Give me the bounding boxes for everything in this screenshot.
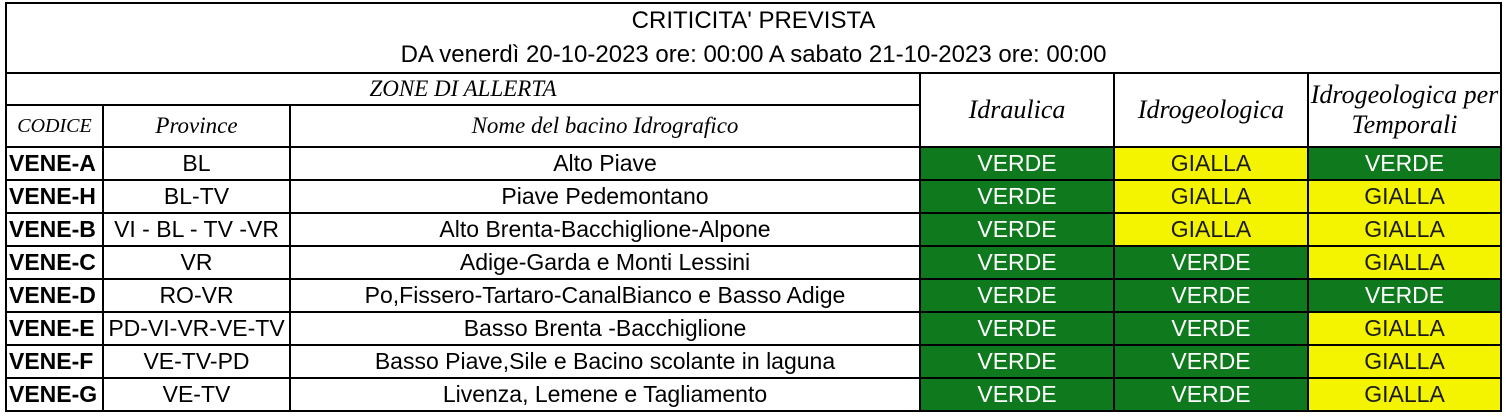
zone-code: VENE-C: [6, 246, 103, 279]
zone-code: VENE-F: [6, 345, 103, 378]
report-title-cell: [6, 3, 1501, 73]
level-idrogeologica: VERDE: [1114, 378, 1308, 411]
zone-code: VENE-E: [6, 312, 103, 345]
table-row: [6, 213, 1501, 246]
level-idraulica: VERDE: [920, 180, 1114, 213]
report-title: CRITICITA' PREVISTA: [631, 7, 876, 34]
basin-name: Basso Brenta -Bacchiglione: [290, 312, 920, 345]
table-row: [6, 378, 1501, 411]
level-idraulica: VERDE: [920, 279, 1114, 312]
basin-name: Alto Piave: [290, 147, 920, 180]
level-temporali: GIALLA: [1308, 378, 1501, 411]
header-codice: CODICE: [6, 105, 103, 147]
table-row: [6, 279, 1501, 312]
level-idraulica: VERDE: [920, 147, 1114, 180]
basin-name: Basso Piave,Sile e Bacino scolante in laguna: [290, 345, 920, 378]
level-temporali: GIALLA: [1308, 312, 1501, 345]
header-idraulica: Idraulica: [920, 73, 1114, 147]
zone-code: VENE-A: [6, 147, 103, 180]
header-temporali: Idrogeologica per Temporali: [1308, 73, 1501, 147]
table-row: [6, 147, 1501, 180]
header-idrogeologica: Idrogeologica: [1114, 73, 1308, 147]
basin-name: Piave Pedemontano: [290, 180, 920, 213]
report-period: DA venerdì 20-10-2023 ore: 00:00 A sabato 21-10-2023 ore: 00:00: [400, 41, 1107, 68]
level-temporali: VERDE: [1308, 279, 1501, 312]
level-temporali: VERDE: [1308, 147, 1501, 180]
zone-province: RO-VR: [103, 279, 290, 312]
level-idraulica: VERDE: [920, 246, 1114, 279]
level-temporali: GIALLA: [1308, 246, 1501, 279]
level-idrogeologica: VERDE: [1114, 345, 1308, 378]
header-province: Province: [103, 105, 290, 147]
zone-province: BL-TV: [103, 180, 290, 213]
basin-name: Livenza, Lemene e Tagliamento: [290, 378, 920, 411]
zone-code: VENE-D: [6, 279, 103, 312]
level-temporali: GIALLA: [1308, 213, 1501, 246]
zone-province: VR: [103, 246, 290, 279]
header-bacino: Nome del bacino Idrografico: [290, 105, 920, 147]
level-idrogeologica: GIALLA: [1114, 180, 1308, 213]
level-idraulica: VERDE: [920, 213, 1114, 246]
zone-code: VENE-H: [6, 180, 103, 213]
level-idrogeologica: VERDE: [1114, 312, 1308, 345]
zone-province: PD-VI-VR-VE-TV: [103, 312, 290, 345]
zone-province: VE-TV-PD: [103, 345, 290, 378]
zone-code: VENE-B: [6, 213, 103, 246]
level-idrogeologica: GIALLA: [1114, 213, 1308, 246]
basin-name: Po,Fissero-Tartaro-CanalBianco e Basso Adige: [290, 279, 920, 312]
level-idrogeologica: VERDE: [1114, 279, 1308, 312]
level-idraulica: VERDE: [920, 378, 1114, 411]
level-temporali: GIALLA: [1308, 180, 1501, 213]
level-idraulica: VERDE: [920, 345, 1114, 378]
zone-province: BL: [103, 147, 290, 180]
basin-name: Adige-Garda e Monti Lessini: [290, 246, 920, 279]
basin-name: Alto Brenta-Bacchiglione-Alpone: [290, 213, 920, 246]
level-idrogeologica: VERDE: [1114, 246, 1308, 279]
table-row: [6, 312, 1501, 345]
table-row: [6, 180, 1501, 213]
table-row: [6, 246, 1501, 279]
zone-header: ZONE DI ALLERTA: [6, 73, 920, 105]
level-idrogeologica: GIALLA: [1114, 147, 1308, 180]
zone-province: VI - BL - TV -VR: [103, 213, 290, 246]
level-temporali: GIALLA: [1308, 345, 1501, 378]
level-idraulica: VERDE: [920, 312, 1114, 345]
table-row: [6, 345, 1501, 378]
zone-province: VE-TV: [103, 378, 290, 411]
criticality-table: [5, 2, 1502, 412]
zone-code: VENE-G: [6, 378, 103, 411]
criticality-report: [5, 2, 1500, 416]
